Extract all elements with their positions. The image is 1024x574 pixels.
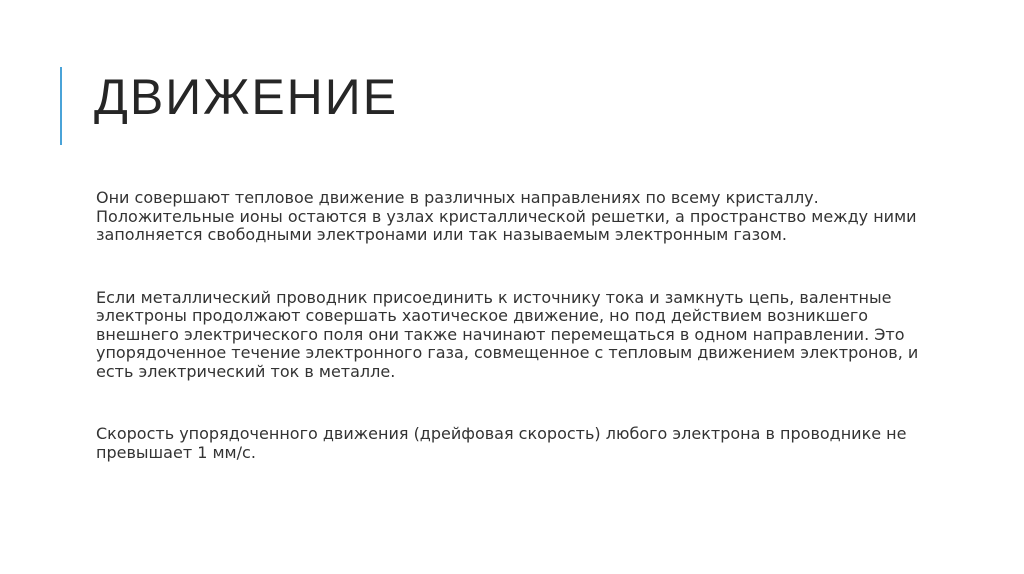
paragraph-1: Они совершают тепловое движение в различных направлениях по всему кристаллу. Положительные ионы остаются в узлах кристаллической решетки, а пространство между ними заполняется свободными электронами или так называемым электронным газом. [96,188,917,244]
paragraph-2: Если металлический проводник присоединить к источнику тока и замкнуть цепь, валентные электроны продолжают совершать хаотическое движение, но под действием возникшего внешнего электрического поля они также начинают перемещаться в одном направлении. Это упорядоченное течение электронного газа, совмещенное с тепловым движением электронов, и есть электрический ток в металле. [96,287,919,381]
slide-body [96,189,936,462]
slide-title: ДВИЖЕНИЕ [94,69,399,125]
paragraph-3: Скорость упорядоченного движения (дрейфовая скорость) любого электрона в проводнике не превышает 1 мм/с. [96,424,907,462]
title-accent-bar [60,67,62,145]
